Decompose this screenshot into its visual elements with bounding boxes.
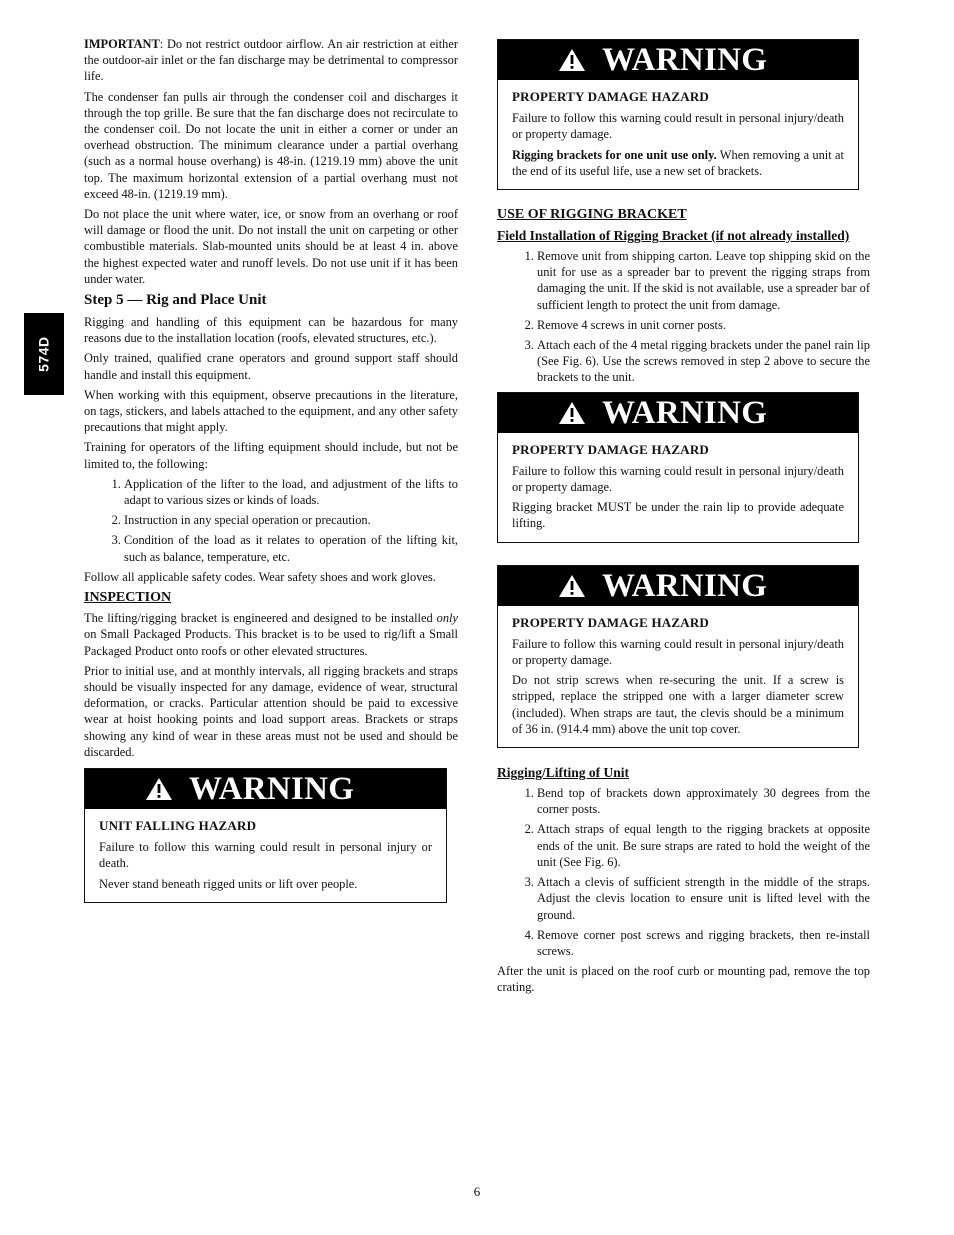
warning-box-strip-screws [497, 565, 859, 748]
rigging-lifting-list [497, 785, 870, 959]
important-text: : Do not restrict outdoor airflow. An air restriction at either the outdoor-air inlet or the fan discharge may be detrimental to compressor life. [84, 37, 458, 84]
warning-text-1: Failure to follow this warning could result in personal injury/death or property damage. [512, 463, 844, 495]
list-item: 2. Attach straps of equal length to the rigging brackets at opposite ends of the unit. Be sure straps are rated to hold the weight of the unit (See Fig. 6). [537, 821, 870, 870]
warning-box-unit-falling [84, 768, 447, 903]
warning-band [85, 769, 446, 809]
inspection-paragraph-2: Prior to initial use, and at monthly intervals, all rigging brackets and straps should be visually inspected for any damage, evidence of wear, structural deformation, or cracks. Particular attention should be paid to excessive wear at hoist hooking points and load support areas. Brackets or straps showing any kind of wear in these areas must not be used and should be discarded. [84, 663, 458, 759]
warning-triangle-icon [558, 48, 586, 72]
side-tab-label: 574D [35, 336, 52, 372]
warning-box-rain-lip [497, 392, 859, 543]
important-paragraph [84, 36, 458, 85]
rig-paragraph-2: Only trained, qualified crane operators and ground support staff should handle and install this equipment. [84, 351, 458, 382]
rigging-lifting-heading: Rigging/Lifting of Unit [497, 765, 630, 781]
warning-text-2: Never stand beneath rigged units or lift over people. [99, 876, 358, 891]
hazard-title: PROPERTY DAMAGE HAZARD [512, 614, 710, 630]
warning-band [498, 566, 858, 606]
left-column [84, 36, 458, 915]
warning-text-1: Failure to follow this warning could result in personal injury or death. [99, 840, 432, 871]
warning-band [498, 393, 858, 433]
warning-body [498, 606, 858, 747]
warning-triangle-icon [558, 401, 586, 425]
warning-text-2-bold: Rigging brackets for one unit use only. [512, 147, 717, 162]
inspection-paragraph-1 [84, 610, 458, 659]
list-item: 3. Attach a clevis of sufficient strength in the middle of the straps. Adjust the clevis location to ensure unit is lifted level with the ground. [537, 874, 870, 923]
inspection-text-b: on Small Packaged Products. This bracket is to be used to rig/lift a Small Packaged Product onto roofs or other elevated structures. [84, 627, 458, 658]
side-tab [24, 313, 64, 395]
warning-text-1: Failure to follow this warning could result in personal injury/death or property damage. [512, 111, 844, 142]
inspection-text-a: The lifting/rigging bracket is engineered and designed to be installed [84, 611, 437, 626]
field-installation-list [497, 248, 870, 386]
warning-triangle-icon [558, 574, 586, 598]
warning-body [498, 433, 858, 542]
rig-paragraph-1: Rigging and handling of this equipment can be hazardous for many reasons due to the installation location (roofs, elevated structures, etc.). [84, 315, 458, 346]
warning-body [498, 80, 858, 189]
list-item: 2. Instruction in any special operation or precaution. [124, 512, 458, 528]
warning-word: WARNING [602, 42, 768, 78]
list-item: 1. Remove unit from shipping carton. Leave top shipping skid on the unit for use as a spreader bar to prevent the rigging straps from damaging the unit. If the skid is not available, use a spreader bar of sufficient length to protect the unit from damage. [537, 248, 870, 313]
list-item: 1. Bend top of brackets down approximately 30 degrees from the corner posts. [537, 785, 870, 817]
warning-word: WARNING [602, 394, 768, 431]
warning-word: WARNING [602, 567, 768, 604]
warning-text-2-rest: When removing a unit at the end of its useful life, use a new set of brackets. [512, 147, 844, 178]
hazard-title: UNIT FALLING HAZARD [99, 817, 257, 833]
page-number: 6 [473, 1184, 481, 1199]
warning-text-2: Do not strip screws when re-securing the unit. If a screw is stripped, replace the stripped one with a larger diameter screw (included). When straps are taut, the clevis should be a minimum of 36 in. (914.4 mm) above the unit top cover. [512, 673, 844, 736]
rig-paragraph-4: Training for operators of the lifting equipment should include, but not be limited to, the following: [84, 440, 458, 471]
water-paragraph: Do not place the unit where water, ice, or snow from an overhang or roof will damage or flood the unit. Do not install the unit on carpeting or other combustible materials. Slab-mounted units should be at least 4 in. above the highest expected water and runoff levels. Do not use unit if it has been under water. [84, 207, 458, 286]
hazard-title: PROPERTY DAMAGE HAZARD [512, 89, 710, 104]
codes-paragraph: Follow all applicable safety codes. Wear safety shoes and work gloves. [84, 569, 436, 584]
warning-word: WARNING [189, 770, 355, 807]
warning-box-brackets-one-use [497, 39, 859, 190]
warning-triangle-icon [145, 777, 173, 801]
warning-band [498, 40, 858, 80]
fan-paragraph: The condenser fan pulls air through the condenser coil and discharges it through the top grille. Be sure that the fan discharge does not recirculate to the condenser coil. Do not locate the unit in either a corner or under an overhead obstruction. The minimum clearance under a partial overhang (such as a normal house overhang) is 48-in. (1219.19 mm) above the unit top. The maximum horizontal extension of a partial overhang must not exceed 48-in. (1219.19 mm). [84, 89, 458, 201]
important-lead: IMPORTANT [84, 37, 160, 51]
step5-heading: Step 5 — Rig and Place Unit [84, 292, 267, 309]
hazard-title: PROPERTY DAMAGE HAZARD [512, 441, 710, 457]
field-installation-heading: Field Installation of Rigging Bracket (if not already installed) [497, 228, 850, 244]
inspection-text-em: only [436, 611, 458, 626]
warning-text-2: Rigging bracket MUST be under the rain lip to provide adequate lifting. [512, 500, 844, 531]
list-item: 4. Remove corner post screws and rigging brackets, then re-install screws. [537, 927, 870, 959]
warning-body [85, 809, 446, 902]
use-of-rigging-bracket-heading: USE OF RIGGING BRACKET [497, 207, 687, 223]
rig-paragraph-3: When working with this equipment, observe precautions in the literature, on tags, stickers, and labels attached to the equipment, and any other safety precautions that might apply. [84, 387, 458, 435]
inspection-heading: INSPECTION [84, 590, 172, 606]
training-list [84, 476, 458, 565]
list-item: 3. Condition of the load as it relates to operation of the lifting kit, such as balance, temperature, etc. [124, 532, 458, 564]
list-item: 3. Attach each of the 4 metal rigging brackets under the panel rain lip (See Fig. 6). Use the screws removed in step 2 above to secure the brackets to the unit. [537, 337, 870, 386]
right-column [497, 39, 870, 1000]
after-placement-paragraph: After the unit is placed on the roof curb or mounting pad, remove the top crating. [497, 964, 870, 995]
warning-text-1: Failure to follow this warning could result in personal injury/death or property damage. [512, 636, 844, 668]
warning-text-2 [512, 147, 844, 179]
list-item: 2. Remove 4 screws in unit corner posts. [537, 317, 870, 333]
list-item: 1. Application of the lifter to the load, and adjustment of the lifts to adapt to various sizes or kinds of loads. [124, 476, 458, 508]
